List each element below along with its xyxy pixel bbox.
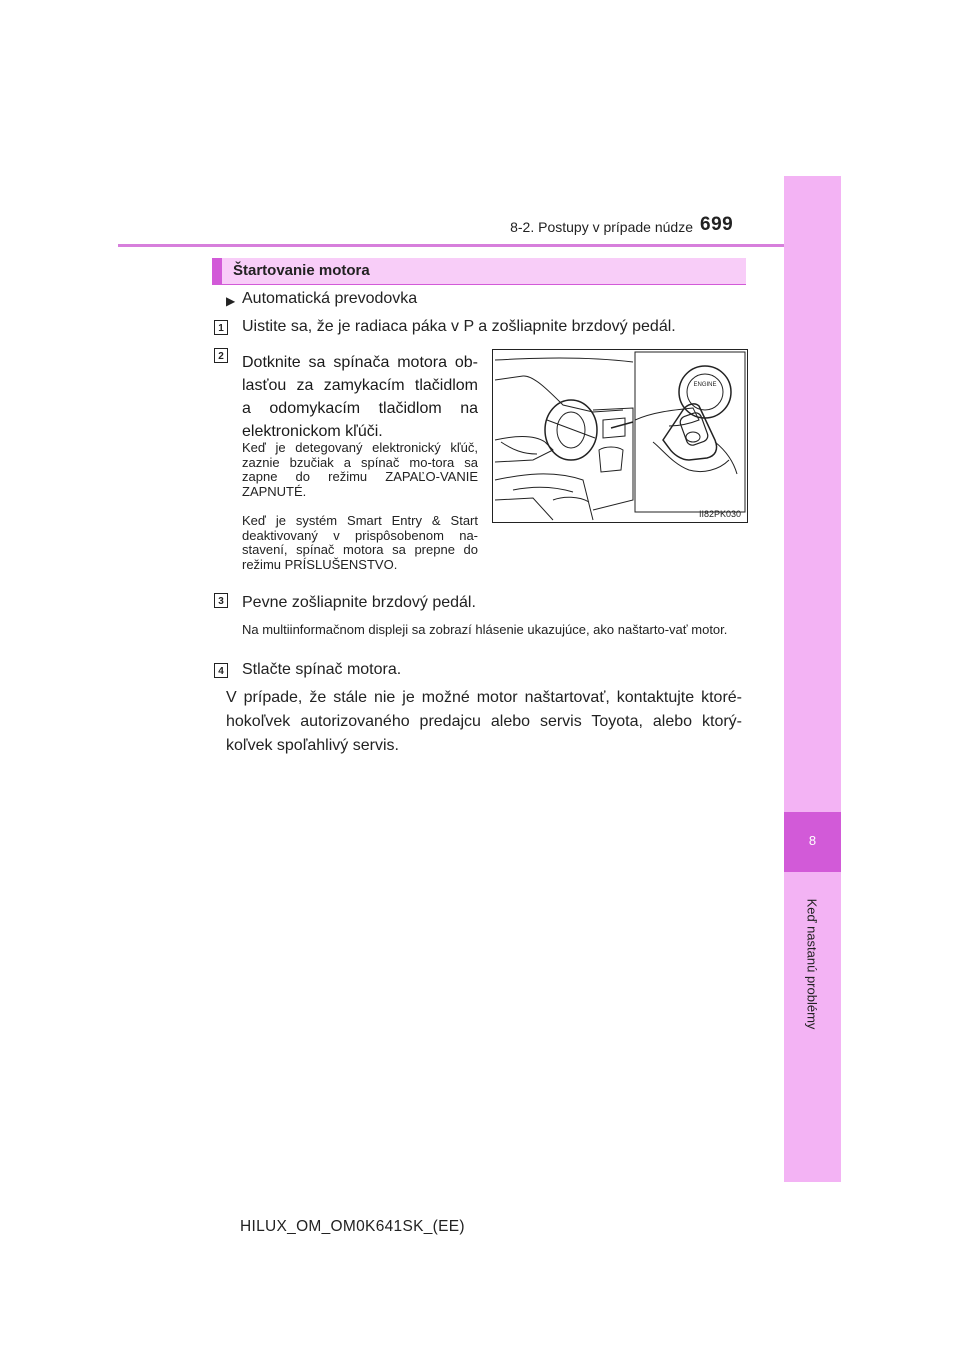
- step-3-note: Na multiinformačnom displeji sa zobrazí hlásenie ukazujúce, ako naštarto-vať motor.: [242, 622, 728, 637]
- step-text-2-line: lasťou za zamykacím tlačidlom: [242, 377, 478, 394]
- engine-start-illustration: [492, 349, 748, 523]
- section-title: 8-2. Postupy v prípade núdze: [510, 219, 693, 235]
- step-2-note-1: Keď je detegovaný elektronický kľúč, zaznie bzučiak a spínač mo-tora sa zapne do režimu ZAPAĽO-VANIE ZAPNUTÉ.: [242, 440, 478, 499]
- figure-code: II82PK030: [698, 509, 741, 519]
- step-text-2-line: a odomykacím tlačidlom na: [242, 400, 478, 417]
- page-number: 699: [700, 214, 734, 235]
- step-number-3: 3: [214, 593, 228, 608]
- step-number-1: 1: [214, 320, 228, 335]
- step-text-2-line: elektronickom kľúči.: [242, 423, 383, 440]
- chapter-title: Keď nastanú problémy: [804, 898, 820, 1030]
- step-text-4: Stlačte spínač motora.: [242, 661, 402, 678]
- triangle-bullet-icon: ▶: [226, 294, 236, 308]
- step-text-3: Pevne zošliapnite brzdový pedál.: [242, 594, 476, 611]
- header-divider: [118, 244, 784, 247]
- chapter-tab[interactable]: [784, 812, 841, 872]
- step-number-4: 4: [214, 663, 228, 678]
- chapter-sidebar: [784, 176, 841, 1182]
- step-text-2: [242, 351, 478, 443]
- driver-keyfob-illustration: [493, 350, 747, 522]
- step-number-2: 2: [214, 348, 228, 363]
- subheading: Automatická prevodovka: [242, 290, 418, 307]
- step-text-2-line: Dotknite sa spínača motora ob-: [242, 354, 478, 371]
- engine-button-label: ENGINE: [693, 382, 717, 388]
- closing-paragraph: V prípade, že stále nie je možné motor naštartovať, kontaktujte ktoré-hokoľvek autorizovaného predajcu alebo servis Toyota, alebo ktorý-koľvek spoľahlivý servis.: [226, 689, 742, 754]
- section-heading: Štartovanie motora: [233, 262, 370, 279]
- chapter-number: 8: [808, 833, 817, 848]
- step-text-1: Uistite sa, že je radiaca páka v P a zošliapnite brzdový pedál.: [242, 318, 676, 335]
- step-2-note-2: Keď je systém Smart Entry & Start deaktivovaný v prispôsobenom na-stavení, spínač motora sa prepne do režimu PRÍSLUŠENSTVO.: [242, 513, 478, 572]
- section-heading-box: [212, 258, 746, 285]
- footer-document-code: HILUX_OM_OM0K641SK_(EE): [240, 1218, 465, 1235]
